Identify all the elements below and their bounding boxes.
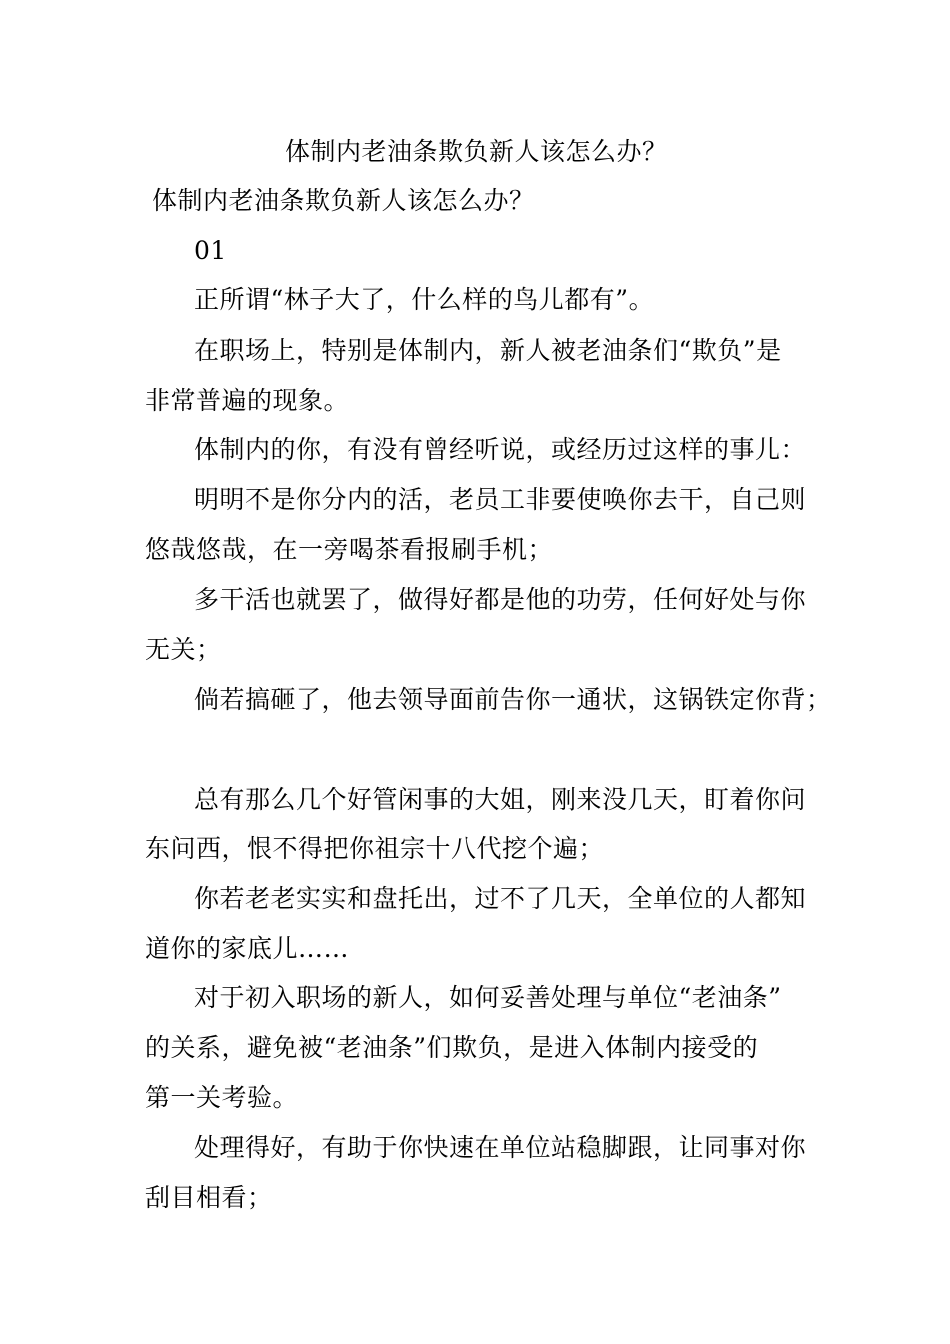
paragraph-line: 道你的家底儿…… xyxy=(145,934,350,963)
paragraph-line: 的关系，避免被“老油条”们欺负，是进入体制内接受的 xyxy=(145,1033,759,1062)
paragraph-line: 对于初入职场的新人，如何妥善处理与单位“老油条” xyxy=(194,983,782,1012)
paragraph-line: 刮目相看； xyxy=(145,1183,273,1212)
paragraph-line: 明明不是你分内的活，老员工非要使唤你去干，自己则 xyxy=(194,485,807,514)
document-title: 体制内老油条欺负新人该怎么办？ xyxy=(285,137,668,166)
paragraph-line: 倘若搞砸了，他去领导面前告你一通状，这锅铁定你背； xyxy=(194,685,832,714)
paragraph-line: 东问西，恨不得把你祖宗十八代挖个遍； xyxy=(145,834,605,863)
document-subtitle: 体制内老油条欺负新人该怎么办？ xyxy=(152,186,535,215)
section-number: 01 xyxy=(194,236,227,265)
paragraph-line: 体制内的你，有没有曾经听说，或经历过这样的事儿： xyxy=(194,435,807,464)
paragraph-line: 你若老老实实和盘托出，过不了几天，全单位的人都知 xyxy=(194,884,807,913)
paragraph-line: 多干活也就罢了，做得好都是他的功劳，任何好处与你 xyxy=(194,585,807,614)
paragraph-line: 无关； xyxy=(145,635,222,664)
paragraph-line: 正所谓“林子大了，什么样的鸟儿都有”。 xyxy=(194,285,655,314)
paragraph-line: 总有那么几个好管闲事的大姐，刚来没几天，盯着你问 xyxy=(194,785,807,814)
paragraph-line: 悠哉悠哉，在一旁喝茶看报刷手机； xyxy=(145,535,554,564)
paragraph-line: 非常普遍的现象。 xyxy=(145,386,350,415)
paragraph-line: 在职场上，特别是体制内，新人被老油条们“欺负”是 xyxy=(194,336,782,365)
paragraph-line: 第一关考验。 xyxy=(145,1083,299,1112)
paragraph-line: 处理得好，有助于你快速在单位站稳脚跟，让同事对你 xyxy=(194,1133,807,1162)
